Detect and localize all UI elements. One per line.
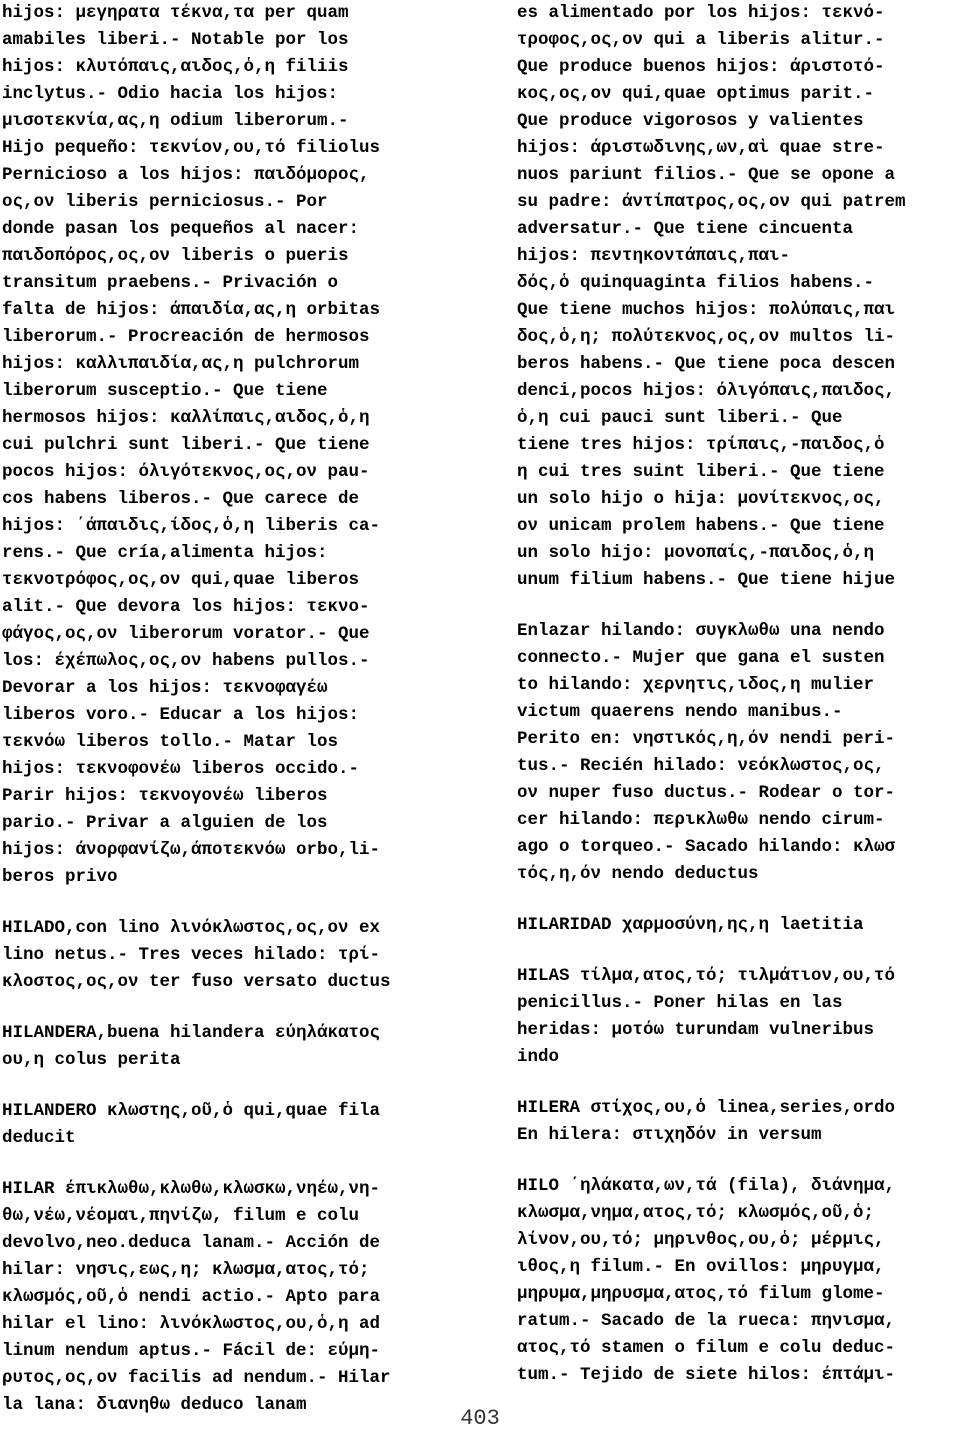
entry-line: κλωσμός,οῦ,ὁ nendi actio.- Apto para — [2, 1287, 381, 1307]
entry-line: δός,ὁ quinquaginta filios habens.- — [517, 273, 875, 293]
entry-line: τός,η,όν nendo deductus — [517, 864, 759, 884]
entry-line: pocos hijos: όλιγότεκνος,ος,ον pau- — [2, 462, 370, 482]
entry-line: denci,pocos hijos: όλιγόπαις,παιδος, — [517, 381, 896, 401]
entry-line: φάγος,ος,ον liberorum vorator.- Que — [2, 624, 370, 644]
entry-line: es alimentado por los hijos: τεκνό- — [517, 3, 885, 23]
entry-line: ον nuper fuso ductus.- Rodear o tor- — [517, 783, 896, 803]
entry-gap — [517, 594, 959, 618]
entry-line: pario.- Privar a alguien de los — [2, 813, 328, 833]
entry-gap — [517, 1071, 959, 1095]
entry-line: un solo hijo o hija: μονίτεκνος,ος, — [517, 489, 885, 509]
entry-line: hijos: κλυτόπαις,αιδος,ὁ,η filiis — [2, 57, 349, 77]
entry-line: donde pasan los pequeños al nacer: — [2, 219, 360, 239]
entry-line: HILERA στίχος,ου,ὁ linea,series,ordo — [517, 1098, 896, 1118]
entry-line: lino netus.- Tres veces hilado: τρί- — [2, 945, 381, 965]
entry-gap — [517, 939, 959, 963]
entry-line: Hijo pequeño: τεκνίον,ου,τό filiolus — [2, 138, 381, 158]
entry-line: hijos: τεκνοφονέω liberos occido.- — [2, 759, 360, 779]
entry-line: HILO ΄ηλάκατα,ων,τά (fila), διάνημα, — [517, 1176, 896, 1196]
entry-line: ὁ,η cui pauci sunt liberi.- Que — [517, 408, 843, 428]
entry-line: ago o torqueo.- Sacado hilando: κλωσ — [517, 837, 896, 857]
entry-line: ος,ον liberis perniciosus.- Por — [2, 192, 328, 212]
entry-gap — [2, 891, 444, 915]
entry-line: falta de hijos: άπαιδία,ας,η orbitas — [2, 300, 381, 320]
entry-line: hilar el lino: λινόκλωστος,ου,ὁ,η ad — [2, 1314, 381, 1334]
entry-line: amabiles liberi.- Notable por los — [2, 30, 349, 50]
entry-line: θω,νέω,νέομαι,πηνίζω, filum e colu — [2, 1206, 360, 1226]
entry-line: τεκνόω liberos tollo.- Matar los — [2, 732, 339, 752]
entry-line: tum.- Tejido de siete hilos: έπτάμι- — [517, 1365, 896, 1385]
entry-gap — [517, 1149, 959, 1173]
entry-line: κος,ος,ον qui,quae optimus parit.- — [517, 84, 875, 104]
dictionary-entry — [517, 1095, 959, 1149]
entry-line: Enlazar hilando: συγκλωθω una nendo — [517, 621, 885, 641]
entry-line: ρυτος,ος,ον facilis ad nendum.- Hilar — [2, 1368, 391, 1388]
entry-line: linum nendum aptus.- Fácil de: εύμη- — [2, 1341, 381, 1361]
entry-line: heridas: μοτόω turundam vulneribus — [517, 1020, 875, 1040]
entry-line: ον unicam prolem habens.- Que tiene — [517, 516, 885, 536]
entry-line: HILANDERA,buena hilandera εύηλάκατος — [2, 1023, 381, 1043]
entry-line: κλωσμα,νημα,ατος,τό; κλωσμός,οῦ,ὁ; — [517, 1203, 875, 1223]
entry-line: connecto.- Mujer que gana el susten — [517, 648, 885, 668]
entry-line: δος,ὁ,η; πολύτεκνος,ος,ον multos li- — [517, 327, 896, 347]
entry-line: Que tiene muchos hijos: πολύπαις,παι — [517, 300, 896, 320]
entry-line: hijos: καλλιπαιδία,ας,η pulchrorum — [2, 354, 360, 374]
dictionary-entry — [2, 1020, 444, 1074]
entry-line: tus.- Recién hilado: νεόκλωστος,ος, — [517, 756, 885, 776]
dictionary-entry — [517, 912, 959, 939]
entry-line: hermosos hijos: καλλίπαις,αιδος,ὁ,η — [2, 408, 370, 428]
entry-line: un solo hijo: μονοπαίς,-παιδος,ὁ,η — [517, 543, 875, 563]
entry-line: HILANDERO κλωστης,οῦ,ὁ qui,quae fila — [2, 1101, 381, 1121]
dictionary-entry — [2, 1176, 444, 1419]
entry-line: παιδοπόρος,ος,ον liberis o pueris — [2, 246, 349, 266]
left-column — [2, 0, 444, 1419]
entry-gap — [2, 996, 444, 1020]
entry-line: μηρυμα,μηρυσμα,ατος,τό filum glome- — [517, 1284, 885, 1304]
entry-line: transitum praebens.- Privación o — [2, 273, 339, 293]
entry-line: τροφος,ος,ον qui a liberis alitur.- — [517, 30, 885, 50]
entry-line: rens.- Que cría,alimenta hijos: — [2, 543, 328, 563]
entry-gap — [2, 1074, 444, 1098]
entry-line: cer hilando: περικλωθω nendo cirum- — [517, 810, 885, 830]
entry-gap — [517, 888, 959, 912]
entry-line: Que produce buenos hijos: άριστοτό- — [517, 57, 885, 77]
entry-line: HILARIDAD χαρμοσύνη,ης,η laetitia — [517, 915, 864, 935]
entry-line: Perito en: νηστικός,η,όν nendi peri- — [517, 729, 896, 749]
entry-line: η cui tres suint liberi.- Que tiene — [517, 462, 885, 482]
entry-line: HILADO,con lino λινόκλωστος,ος,ον ex — [2, 918, 381, 938]
entry-line: HILAR έπικλωθω,κλωθω,κλωσκω,νηέω,νη- — [2, 1179, 381, 1199]
entry-line: Pernicioso a los hijos: παιδόμορος, — [2, 165, 370, 185]
dictionary-entry — [2, 1098, 444, 1152]
entry-line: cui pulchri sunt liberi.- Que tiene — [2, 435, 370, 455]
entry-line: beros habens.- Que tiene poca descen — [517, 354, 896, 374]
entry-line: penicillus.- Poner hilas en las — [517, 993, 843, 1013]
entry-line: HILAS τίλμα,ατος,τό; τιλμάτιον,ου,τό — [517, 966, 896, 986]
dictionary-entry — [517, 618, 959, 888]
entry-line: liberorum susceptio.- Que tiene — [2, 381, 328, 401]
entry-line: unum filium habens.- Que tiene hijue — [517, 570, 896, 590]
entry-gap — [2, 1152, 444, 1176]
entry-line: liberorum.- Procreación de hermosos — [2, 327, 370, 347]
entry-line: tiene tres hijos: τρίπαις,-παιδος,ὁ — [517, 435, 885, 455]
entry-line: ratum.- Sacado de la rueca: πηνισμα, — [517, 1311, 896, 1331]
dictionary-entry — [517, 1173, 959, 1389]
entry-line: hijos: άριστωδινης,ων,αὶ quae stre- — [517, 138, 885, 158]
entry-line: to hilando: χερνητις,ιδος,η mulier — [517, 675, 875, 695]
entry-line: beros privo — [2, 867, 118, 887]
dictionary-entry — [517, 963, 959, 1071]
entry-line: cos habens liberos.- Que carece de — [2, 489, 360, 509]
entry-line: hijos: πεντηκοντάπαις,παι- — [517, 246, 791, 266]
entry-line: hijos: μεγηρατα τέκνα,τα per quam — [2, 3, 349, 23]
entry-line: liberos voro.- Educar a los hijos: — [2, 705, 360, 725]
entry-line: hilar: νησις,εως,η; κλωσμα,ατος,τό; — [2, 1260, 370, 1280]
entry-line: indo — [517, 1047, 560, 1067]
page-number: 403 — [460, 1406, 500, 1431]
entry-line: su padre: άντίπατρος,ος,ον qui patrem — [517, 192, 906, 212]
entry-line: ατος,τό stamen o filum e colu deduc- — [517, 1338, 896, 1358]
entry-line: devolvo,neo.deduca lanam.- Acción de — [2, 1233, 381, 1253]
dictionary-entry — [517, 0, 959, 594]
entry-line: victum quaerens nendo manibus.- — [517, 702, 843, 722]
entry-line: Que produce vigorosos y valientes — [517, 111, 864, 131]
entry-line: Parir hijos: τεκνογονέω liberos — [2, 786, 328, 806]
entry-line: μισοτεκνία,ας,η odium liberorum.- — [2, 111, 349, 131]
entry-line: adversatur.- Que tiene cincuenta — [517, 219, 854, 239]
entry-line: λίνον,ου,τό; μηρινθος,ου,ὁ; μέρμις, — [517, 1230, 885, 1250]
entry-line: deducit — [2, 1128, 76, 1148]
entry-line: alit.- Que devora los hijos: τεκνο- — [2, 597, 370, 617]
entry-line: ιθος,η filum.- En ovillos: μηρυγμα, — [517, 1257, 885, 1277]
entry-line: ου,η colus perita — [2, 1050, 181, 1070]
entry-line: nuos pariunt filios.- Que se opone a — [517, 165, 896, 185]
entry-line: En hilera: στιχηδόν in versum — [517, 1125, 822, 1145]
dictionary-entry — [2, 0, 444, 891]
entry-line: inclytus.- Odio hacia los hijos: — [2, 84, 339, 104]
entry-line: los: έχέπωλος,ος,ον habens pullos.- — [2, 651, 370, 671]
entry-line: la lana: διανηθω deduco lanam — [2, 1395, 307, 1415]
entry-line: Devorar a los hijos: τεκνοφαγέω — [2, 678, 328, 698]
right-column — [517, 0, 959, 1389]
dictionary-entry — [2, 915, 444, 996]
entry-line: hijos: ΄άπαιδις,ίδος,ὁ,η liberis ca- — [2, 516, 381, 536]
entry-line: hijos: άνορφανίζω,άποτεκνόω orbo,li- — [2, 840, 381, 860]
entry-line: κλοστος,ος,ον ter fuso versato ductus — [2, 972, 391, 992]
entry-line: τεκνοτρόφος,ος,ον qui,quae liberos — [2, 570, 360, 590]
